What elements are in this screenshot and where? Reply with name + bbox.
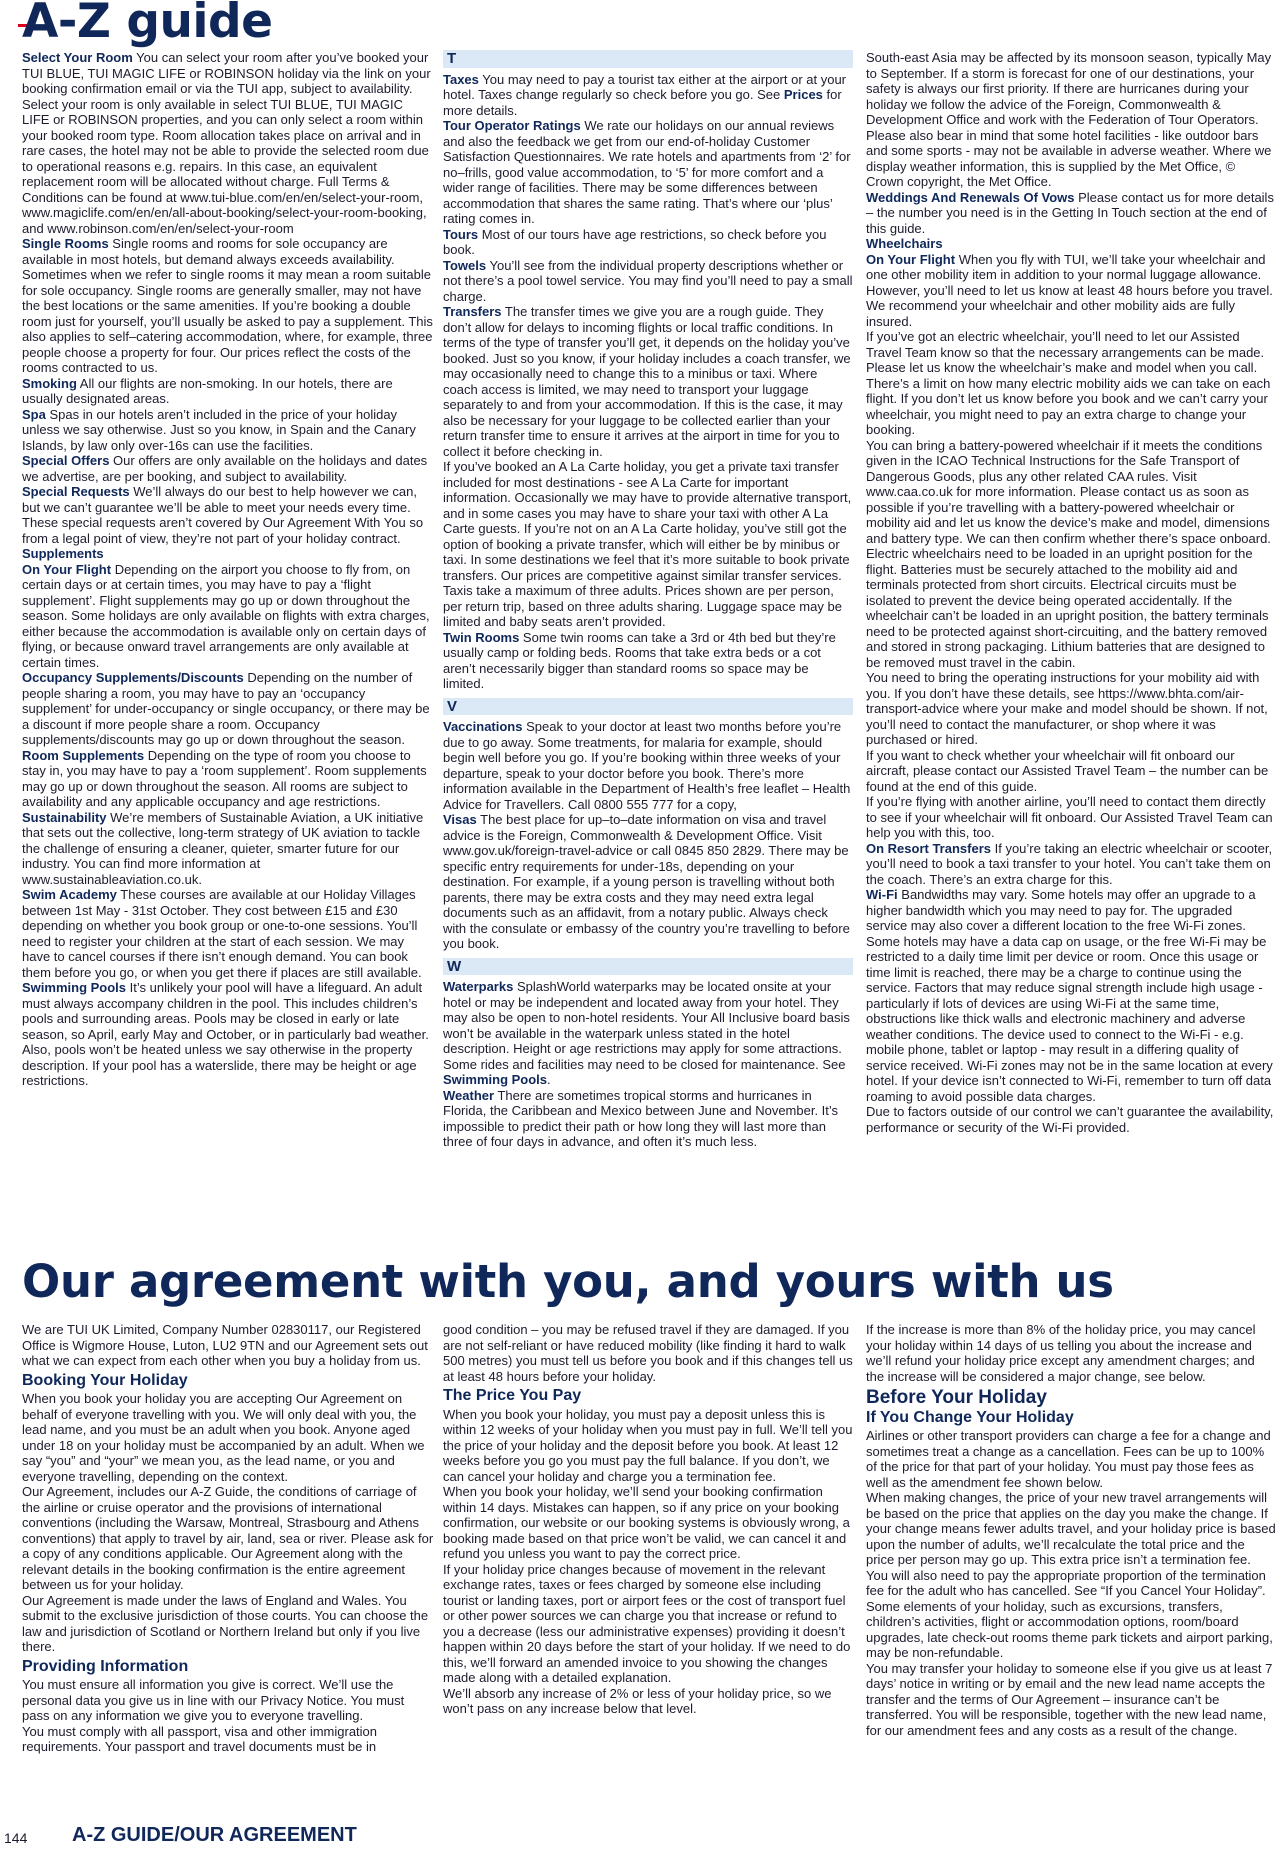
paragraph: You may transfer your holiday to someone else if you give us at least 7 days’ notice in writing or by email and the new lead name accepts the transfer and the terms of Our Agreement – insurance can’t be transferred. You will be responsible, together with the new lead name, for our amendment fees and any costs as a result of the change. [866,1660,1273,1738]
paragraph: We’ll absorb any increase of 2% or less of your holiday price, so we won’t pass on any increase below that level. [443,1685,832,1716]
entry-term: Swim Academy [22,887,117,902]
az-entry [443,227,853,258]
agreement-column-1 [22,1322,434,1755]
agreement-column-3 [866,1322,1276,1738]
entry-term: On Your Flight [866,251,956,267]
az-entry [22,562,434,671]
entry-text: We rate our holidays on our annual reviews and also the feedback we get from our end-of-holiday Customer Satisfaction Questionnaires. We rate hotels and apartments from ‘2’ for no–frills, good value accommodation, to ‘5’ for more comfort and a wider range of facilities. There may be some differences between accommodation that shares the same rating. That’s where our ‘plus’ rating comes in. [443,118,851,226]
heading-providing-information: Providing Information [22,1657,189,1675]
az-entry [22,887,434,980]
entry-term: Tours [443,226,479,242]
az-entry [866,794,1276,841]
az-entry [22,236,434,376]
az-entry [866,748,1276,795]
entry-term: Tour Operator Ratings [443,118,581,133]
az-entry [443,258,853,305]
az-entry [443,812,853,952]
entry-text: Some twin rooms can take a 3rd or 4th bed but they’re usually camp or folding beds. Rooms that take extra beds or a cot aren’t necessarily bigger than standard rooms so space may be limited. [443,629,836,691]
paragraph: If the increase is more than 8% of the holiday price, you may cancel your holiday within 14 days of us telling you about the increase and we’ll refund your holiday price except any amendment charges; and the increase will be considered a major change, see below. [866,1322,1256,1384]
paragraph: Our Agreement, includes our A-Z Guide, the conditions of carriage of the airline or cruise operator and the provisions of international conventions (including the Warsaw, Montreal, Strasbourg and Athens conventions) that apply to travel by air, land, sea or river. Please ask for a copy of any conditions applicable. Our Agreement along with the relevant details in the booking confirmation is the entire agreement between us for your holiday. [22,1484,434,1592]
entry-text: Our offers are only available on the holidays and dates we advertise, are per booking, and subject to availability. [22,453,428,484]
entry-term: Towels [443,257,487,273]
entry-term: Wi-Fi [866,887,898,902]
az-entry [866,438,1276,547]
letter-heading-w: W [443,958,853,976]
az-entry [866,252,1276,330]
az-entry [443,72,853,119]
entry-text: Depending on the type of room you choose to stay in, you may have to pay a ‘room supplement’. Room supplements may go up or down throughout the season. All rooms are subject to availability and any applicable occupancy and age restrictions. [22,747,427,809]
link-prices[interactable]: Prices [783,87,823,102]
page-number: 144 [4,1830,28,1846]
entry-text: Most of our tours have age restrictions, so check before you book. [443,226,827,257]
entry-text: You need to bring the operating instructions for your mobility aid with you. If you don’t have these details, see https://www.bhta.com/air-transport-advice where your make and model should be shown. If not, you’ll need to contact the manufacturer, or shop where it was purchased or hired. [866,670,1268,747]
paragraph: Our Agreement is made under the laws of England and Wales. You submit to the exclusive jurisdiction of those courts. You can choose the law and jurisdiction of Scotland or Northern Ireland but only if you live there. [22,1592,429,1654]
entry-term: Taxes [443,71,479,87]
az-entry [22,810,434,888]
paragraph: Some elements of your holiday, such as excursions, transfers, children’s activities, flight or accommodation options, room/board upgrades, late check-out rooms theme park tickets and airport parking, may be non-refundable. [866,1598,1273,1660]
entry-term: Room Supplements [22,747,145,763]
entry-text: If you’re taking an electric wheelchair or scooter, you’ll need to book a taxi transfer to your hotel. You can’t take them on the coach. There’s an extra charge for this. [866,840,1273,887]
entry-term: Select Your Room [22,50,133,65]
heading-booking-your-holiday: Booking Your Holiday [22,1371,188,1389]
letter-heading-t: T [443,50,853,68]
az-entry [866,50,1276,128]
paragraph: Airlines or other transport providers can charge a fee for a change and sometimes treat a change as a cancellation. Fees can be up to 100% of the price for that part of your holiday. You must pay those fees as well as the amendment fee shown below. [866,1428,1271,1490]
entry-text: Single rooms and rooms for sole occupancy are available in most hotels, but demand always exceeds availability. Sometimes when we refer to single rooms it may mean a room suitable for sole occupancy. Single rooms are generally smaller, may not have the best locations or the same amenities. If you’re booking a double room just for yourself, you’ll usually be asked to pay a supplement. This also applies to self–catering accommodation, where, for example, three people choose a property for four. Our prices reflect the costs of the rooms contracted to us. [22,236,433,375]
az-entry [443,118,853,227]
entry-text: You may need to pay a tourist tax either at the airport or at your hotel. Taxes change regularly so check before you go. See [443,71,847,102]
az-column-1 [22,50,434,1089]
entry-term: Special Offers [22,453,110,468]
paragraph: good condition – you may be refused travel if they are damaged. If you are not self-reliant or have reduced mobility (like finding it hard to walk 500 metres) you must tell us before you book and if this changes tell us at least 48 hours before your holiday. [443,1322,853,1384]
link-swimming-pools[interactable]: Swimming Pools [443,1072,548,1087]
entry-text: When you fly with TUI, we’ll take your wheelchair and one other mobility item in addition to your normal luggage allowance. However, you’ll need to let us know at least 48 hours before you travel. We recommend your wheelchair and other mobility aids are fully insured. [866,251,1273,329]
az-entry [22,484,434,546]
az-entry [22,50,434,236]
az-entry [866,128,1276,190]
entry-term: Special Requests [22,484,130,499]
agreement-intro: We are TUI UK Limited, Company Number 02830117, our Registered Office is Wigmore House, Luton, LU2 9TN and our Agreement sets out what we can expect from each other when you buy a holiday from us. [22,1322,428,1368]
entry-weather: Weather There are sometimes tropical storms and hurricanes in Florida, the Caribbean and Mexico between June and November. It’s impossible to predict their path or how long they will last more than three of four days in advance, and often it’s much less. [443,1087,839,1149]
az-entry [22,670,434,748]
az-entry [866,329,1276,438]
entry-text: for more details. [443,87,842,118]
entry-text: The transfer times we give you are a rough guide. They don’t allow for delays to incoming flights or local traffic conditions. In terms of the type of transfer you’ll get, it depends on the holiday you’ve booked. Just so you know, if your holiday includes a coach transfer, we may occasionally need to change this to a minibus or taxi. Where coach access is limited, we may need to transport your luggage separately to and from your accommodation. If this is the case, it may also be necessary for your luggage to be collected earlier than your return transfer time to ensure it arrives at the airport in time for you to collect it before checking in. [443,304,851,459]
paragraph: When you book your holiday, we’ll send your booking confirmation within 14 days. Mistakes can happen, so if any price on your booking confirmation, our website or our booking systems is obviously wrong, a booking made based on that price won’t be valid, we can cancel it and refund you unless you want to pay the correct price. [443,1484,850,1561]
paragraph: If your holiday price changes because of movement in the relevant exchange rates, taxes or fees charged by someone else including tourist or landing taxes, port or airport fees or the cost of transport fuel or other power sources we can charge you that increase or refund to you a decrease (less our administrative expenses) providing it doesn’t happen within 20 days before the start of your holiday. If we need to do this, we’ll forward an amended invoice to you showing the changes made along with a detailed explanation. [443,1561,851,1685]
az-entry [22,453,434,484]
entry-text: You can bring a battery-powered wheelchair if it meets the conditions given in the ICAO Technical Instructions for the Safe Transport of Dangerous Goods, plus any other related CAA rules. Visit www.caa.co.uk for more information. Please contact us as soon as possible if you’re travelling with a battery-powered wheelchair or mobility aid and let us know the device’s make and model, dimensions and battery type. We can then confirm whether there’s space onboard. [866,437,1271,546]
entry-term: Weddings And Renewals Of Vows [866,189,1075,205]
page-title: A-Z guide [22,0,273,49]
entry-text: We’ll always do our best to help however we can, but we can’t guarantee we’ll be able to meet your needs every time. These special requests aren’t covered by Our Agreement With You so from a legal point of view, they’re not part of your holiday contract. [22,484,424,546]
paragraph: When making changes, the price of your new travel arrangements will be based on the price that applies on the day you make the change. If your change means fewer adults travel, and your holiday price is based upon the number of adults, we’ll recalculate the total price and the price per person may go up. This extra price isn’t a termination fee. You will also need to pay the appropriate proportion of the termination fee for the adult who has cancelled. See “If you Cancel Your Holiday”. [866,1490,1276,1598]
page-footer [0,1824,1280,1852]
heading-before-your-holiday: Before Your Holiday [866,1387,1047,1408]
entry-text: It’s unlikely your pool will have a lifeguard. An adult must always accompany children in the pool. This includes children’s pools and surrounding areas. Pools may be closed in early or late season, so April, early May and October, or in particularly bad weather. Also, pools won’t be heated unless we say otherwise in the property description. If your pool has a waterslide, there may be height or age restrictions. [22,980,429,1088]
entry-text: All our flights are non-smoking. In our hotels, there are usually designated areas. [22,375,393,406]
az-entry [443,304,853,459]
entry-term: Twin Rooms [443,629,520,645]
paragraph: You must ensure all information you give is correct. We’ll use the personal data you give us in line with our Privacy Notice. You must pass on any information we give you to everyone travelling. [22,1677,405,1723]
entry-text: Due to factors outside of our control we can’t guarantee the availability, performance or security of the Wi-Fi provided. [866,1104,1274,1135]
entry-term: Swimming Pools [22,980,127,995]
entry-text: We’re members of Sustainable Aviation, a UK initiative that sets out the collective, long-term strategy of UK aviation to tackle the challenge of ensuring a cleaner, quieter, smarter future for our industry. You can find more information at www.sustainableaviation.co.uk. [22,809,424,887]
entry-term: Occupancy Supplements/Discounts [22,670,244,685]
az-entry [866,1104,1276,1135]
heading-the-price-you-pay: The Price You Pay [443,1387,582,1404]
entry-term: Vaccinations [443,719,523,734]
entry-text: You’ll see from the individual property descriptions whether or not there’s a pool towel service. You may find you’ll need to pay a small charge. [443,257,853,304]
az-entry [866,670,1276,748]
entry-term: Smoking [22,375,77,391]
entry-text: If you’ve booked an A La Carte holiday, you get a private taxi transfer included for most destinations - see A La Carte for important information. Occasionally we may have to provide alternative transport, and in some cases you may have to share your taxi with other A La Carte guests. If you’re not on an A La Carte holiday, you’ve still got the option of booking a private transfer, which will either be by minibus or taxi. In some destinations we feel that it’s more suitable to book private transfers. Our prices are competitive against similar transfer services. Taxis take a maximum of three adults. Prices shown are per person, per return trip, based on three adults sharing. Luggage space may be limited and baby seats aren’t provided. [443,459,852,629]
footer-section-title: A-Z GUIDE/OUR AGREEMENT [72,1824,357,1846]
entry-text: Please also bear in mind that some hotel facilities - like outdoor bars and some sports - may not be available in adverse weather. Where we display weather information, this is supplied by the Met Office, © Crown copyright, the Met Office. [866,127,1272,189]
entry-term: Single Rooms [22,236,109,251]
entry-term: Sustainability [22,809,107,825]
az-entry [443,459,853,630]
az-entry [443,630,853,692]
az-entry [22,980,434,1089]
subsection-heading: Wheelchairs [866,236,943,251]
az-entry [866,546,1276,670]
az-column-3 [866,50,1276,1135]
entry-term: On Your Flight [22,561,112,577]
entry-text: Depending on the number of people sharing a room, you may have to pay an ‘occupancy supplement’ for under-occupancy or single occupancy, or there may be a discount if more people share a room. Occupancy supplements/discounts may go up or down throughout the season. [22,670,430,747]
agreement-title: Our agreement with you, and yours with us [22,1255,1114,1308]
az-entry [22,407,434,454]
entry-term: Spa [22,406,46,422]
entry-text: Electric wheelchairs need to be loaded in an upright position for the flight. Batteries must be securely attached to the mobility aid and terminals protected from short circuits. Electrical circuits must be isolated to prevent the device being operated accidentally. If the wheelchair can’t be loaded in an upright position, the battery terminals need to be protected against short-circuiting, and the battery removed and stored in strong packaging. Lithium batteries that are designed to be removed must travel in the cabin. [866,546,1269,670]
entry-text: Spas in our hotels aren’t included in the price of your holiday unless we say otherwise. Just so you know, in Spain and the Canary Islands, by law only over-16s can use the facilities. [22,406,416,453]
paragraph: You must comply with all passport, visa and other immigration requirements. Your passport and travel documents must be in [22,1723,378,1754]
entry-term: Transfers [443,304,502,319]
az-entry [866,841,1276,888]
paragraph: When you book your holiday you are accepting Our Agreement on behalf of everyone travelling with you. We will only deal with you, the lead name, and you must be an adult when you book. Anyone aged under 18 on your holiday must be accompanied by an adult. When we say “you” and “your” we mean you, as the lead name, or you and everyone travelling, depending on the context. [22,1391,425,1484]
entry-text: Bandwidths may vary. Some hotels may offer an upgrade to a higher bandwidth which you may need to pay for. The upgraded service may also cover a different location to the free Wi-Fi zones. Some hotels may have a data cap on usage, or the free Wi-Fi may be restricted to a daily time limit per device or room. Once this usage or time limit is reached, there may be a charge to continue using the service. Factors that may reduce signal strength include high usage - particularly if lots of devices are using Wi-Fi at the same time, obstructions like thick walls and electronic machinery and adverse weather conditions. The device used to connect to the Wi-Fi - e.g. mobile phone, tablet or laptop - may result in a differing quality of service received. Wi-Fi zones may not be in the same location at every hotel. If your device isn’t connected to Wi-Fi, remember to turn off data roaming to avoid possible data charges. [866,887,1273,1104]
az-column-2 [443,50,853,1150]
az-entry [22,376,434,407]
entry-text: Depending on the airport you choose to fly from, on certain days or at certain times, you may have to pay a ‘flight supplement’. Flight supplements may go up or down throughout the season. Some holidays are only available on flights with extra charges, either because the accommodation is available only on certain days of flying, or because onward travel arrangements are only available at certain times. [22,561,430,670]
entry-text: Please contact us for more details – the number you need is in the Getting In Touch section at the end of this guide. [866,189,1274,236]
entry-text: If you want to check whether your wheelchair will fit onboard our aircraft, please contact our Assisted Travel Team – the number can be found at the end of this guide. [866,747,1269,794]
entry-term: On Resort Transfers [866,840,991,856]
entry-text: If you’re flying with another airline, you’ll need to contact them directly to see if your wheelchair will fit onboard. Our Assisted Travel Team can help you with this, too. [866,794,1273,840]
heading-if-you-change-your-holiday: If You Change Your Holiday [866,1408,1074,1426]
paragraph: When you book your holiday, you must pay a deposit unless this is within 12 weeks of your holiday when you must pay in full. We’ll tell you the price of your holiday and the deposit before you book. At least 12 weeks before you go you must pay the full balance. If you don’t, we can cancel your holiday and charge you a termination fee. [443,1406,853,1484]
az-entry [22,748,434,810]
az-entry [866,190,1276,237]
az-entry [866,887,1276,1104]
agreement-column-2 [443,1322,853,1717]
letter-heading-v: V [443,698,853,716]
entry-text: Speak to your doctor at least two months before you’re due to go away. Some treatments, for malaria for example, should begin well before you go. If you’re booking within three weeks of your departure, speak to your doctor before you book. There’s more information available in the Department of Health’s free leaflet – Health Advice for Travellers. Call 0800 555 777 for a copy, [443,719,851,812]
entry-text: South-east Asia may be affected by its monsoon season, typically May to September. If a storm is forecast for one of our destinations, your safety is always our first priority. If there are hurricanes during your holiday we follow the advice of the Foreign, Commonwealth & Development Office and work with the Federation of Tour Operators. [866,50,1272,127]
entry-text: The best place for up–to–date information on visa and travel advice is the Foreign, Commonwealth & Development Office. Visit www.gov.uk/foreign-travel-advice or call 0845 850 2829. There may be specific entry requirements for under-18s, depending on your destination. For example, if a young person is travelling without both parents, there may be extra costs and they may need extra legal documents such as an affidavit, from a notary public. Always check with the consulate or embassy of the country you’re travelling to before you book. [443,812,850,951]
az-entry [443,719,853,812]
subsection-heading: Supplements [22,546,104,561]
entry-text: These courses are available at our Holiday Villages between 1st May - 31st October. They cost between £15 and £30 depending on whether you book group or one-to-one sessions. You’ll need to register your children at the start of each session. We may have to cancel courses if there isn’t enough demand. You can book them before you go, or when you get there if places are still available. [22,887,422,980]
entry-text: You can select your room after you’ve booked your TUI BLUE, TUI MAGIC LIFE or ROBINSON holiday via the link on your booking confirmation email or via the TUI app, subject to availability. Select your room is only available in select TUI BLUE, TUI MAGIC LIFE or ROBINSON properties, and you can only select a room within your booked room type. Room allocation takes place on arrival and in rare cases, the hotel may not be able to provide the selected room due to operational reasons e.g. repairs. In this case, an equivalent replacement room will be allocated without charge. Full Terms & Conditions can be found at www.tui-blue.com/en/en/select-your-room, www.magiclife.com/en/en/all-about-booking/select-your-room-booking, and www.robinson.com/en/en/select-your-room [22,50,431,236]
entry-waterparks: Waterparks SplashWorld waterparks may be located onsite at your hotel or may be independent and located away from your hotel. They may also be open to non-hotel residents. Your All Inclusive board basis won’t be available in the waterpark unless stated in the hotel description. Height or age restrictions may apply for some attractions. Some rides and facilities may need to be closed for maintenance. See Swimming Pools. [443,979,850,1087]
entry-term: Visas [443,812,477,827]
entry-text: If you’ve got an electric wheelchair, you’ll need to let our Assisted Travel Team know so that the necessary arrangements can be made. Please let us know the wheelchair’s make and model when you call. There’s a limit on how many electric mobility aids we can take on each flight. If you don’t let us know before you book and we can’t carry your wheelchair, you might need to pay an extra charge to change your booking. [866,329,1271,437]
